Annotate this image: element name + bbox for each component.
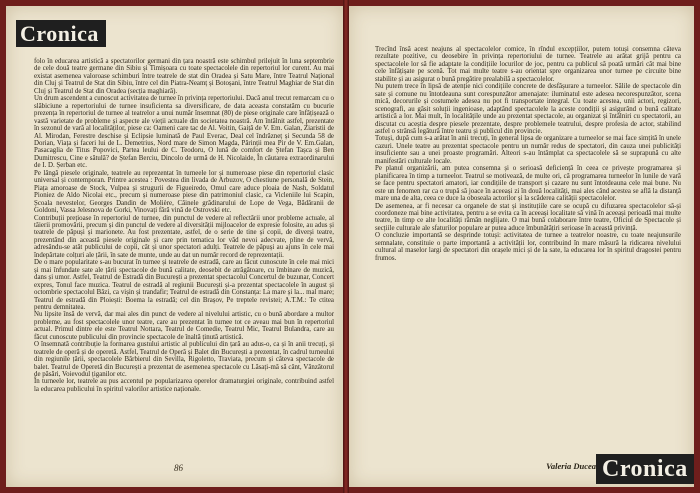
left-page	[6, 6, 343, 487]
right-page-text: Trecînd însă acest neajuns al spectacolelor comice, în rîndul excepțiilor, putem totuși consemna câteva rezultate pozitive, cu deosebire în privința repertoriului de turnee. Teatrele au arătat grijă pentru ca spectacolele lor să fie adaptate la condițiile locurilor de joc, pentru ca publicul să poată urmări cât mai bine cele înfățișate pe scenă. Tot mai multe teatre s-au orientat spre organizarea unor turnee pe circuite bine stabilite și au asigurat o bună pregătire prealabilă a spectacolelor. Nu putem trece în lipsă de atenție nici condițiile concrete de desfășurare a turneelor. Sălile de spectacole din sate și comune nu întotdeauna sunt corespunzător amenajate: iluminatul este adesea necorespunzător, scena mică, decorurile și costumele adesea nu pot fi transportate integral. Cu toate acestea, unii actori, regizori, scenografi, au găsit soluții ingenioase, adaptând spectacolele la aceste condiții și asigurând o bună calitate artistică a lor. Mai mult, în localitățile unde au prezentat spectacole, au organizat și întâlniri cu spectatorii, au discutat cu aceștia despre piesele prezentate, despre problemele teatrului, despre profesia de actor, stabilind astfel o strânsă legătură între teatru și publicul din provincie. Totuși, după cum s-a arătat în anii trecuți, în general lipsa de organizare a turneelor se mai face simțită în unele cazuri. Unele teatre au prezentat spectacole pentru un număr redus de spectatori, din cauza unei publicități insuficiente sau a unei proaste programări. Alteori s-au întâmplat ca spectacolele să se suprapună cu alte manifestări culturale locale. Pe planul organizării, am putea consemna și o serioasă deficiență în ceea ce privește programarea și planificarea în timp a turneelor. Teatrul se motivează, de multe ori, că programarea turneelor în lunile de vară se face pentru spectatori amatori, iar condițiile de transport și cazare nu sunt întotdeauna cele mai bune. Nu este un fenomen rar ca o trupă să joace în aceeași zi în două localități, mai ales când acestea se află la distanță mare una de alta, ceea ce duce la oboseala actorilor și la scăderea calității spectacolelor. De asemenea, ar fi necesar ca organele de stat și instituțiile care se ocupă cu difuzarea spectacolelor să-și coordoneze mai bine activitatea, pentru a se evita ca în aceeași localitate să vină în aceeași perioadă mai multe teatre, în timp ce alte localități rămân neglijate. O mai bună colaborare între teatre, Oficiul de Spectacole și secțiile culturale ale sfaturilor populare ar putea aduce îmbunătățiri serioase în această privință. O concluzie importantă se desprinde totuși: activitatea de turnee a teatrelor noastre, cu toate neajunsurile semnalate, constituie o parte importantă a activității lor, contribuind în mare măsură la ridicarea nivelului cultural al maselor largi de spectatori din orașele mici și de la sate, la educarea lor în spiritul dragostei pentru frumos.	[375, 46, 681, 262]
right-page	[349, 6, 694, 487]
author-signature: Valeria Ducea	[546, 461, 596, 471]
left-page-text: folo în educarea artistică a spectatorilor germani din țara noastră este schimbul prilejuit în luna septembrie de cele două teatre germane din Sibiu și Timișoara cu toate spectacolele din repertoriul lor curent. Au mai existat asemenea valoroase schimburi între teatrele de stat din Oradea și Satu Mare, între Teatrul Național din Cluj și Teatrul de Stat din Sibiu, între cel din Piatra-Neamț și Botoșani, între Teatrul Maghiar de Stat din Cluj și Teatrul de Stat din Oradea (secția maghiară). Un drum ascendent a cunoscut activitatea de turnee în privința repertoriului. Dacă anul trecut remarcam cu o slăbiciune a repertoriului de turnee insuficienta sa diversificare, de data aceasta constatăm cu bucurie prezența în repertoriul de turnee al teatrelor a unui număr însemnat (80) de piese originale care înfățișează o vastă varietate de probleme și aspecte ale vieții actuale din societatea noastră. Am întâlnit astfel, prezentate în sezonul de vară al localităților, piese ca: Oameni care tac de Al. Voitin, Gaiță de V. Em. Galan, Ziaristii de Al. Mirodan, Ferestre deschise și Eclipsie luminată de Paul Everac, Deal cel îndrăzneț și Secunda 58 de Dorian, Viața și faceri lui de L. Demetrius, Nord mare de Simon Magda, Părinții mea Pir de V. Em.Galan, Pasacaglia de Titus Popovici, Partea leului de C. Teodoru, O lună de comfort de Ștefan Tașca și Ben Dumitrescu, Cine e sătulă? de Ștefan Berciu, Dincolo de urmă de H. Nicolaide, În căutarea extraordinarului de I. D. Șerban etc. Pe lângă piesele originale, teatrele au reprezentat în turneele lor și numeroase piese din repertoriul clasic universal și contemporan. Printre acestea : Povestea din livada de Arbuzov, O chestiune personală de Stein, Piața amoroase de Stock, Vulpea și strugurii de Figueiredo, Omul care aduce ploaia de Nash, Soldatul Pioniez de Aldo Nicolai etc., precum și numeroase piese din patrimoniul clasic, ca Vicleniile lui Scapin, Școala nevestelor, Georges Dandin de Molière, Câinele grădinarului de Lope de Vega, Bădăranii de Goldoni, Vassa Jelesnova de Gorki, Vinovați fără vină de Ostrovski etc. Contribuții prețioase în repertoriul de turnee, din punctul de vedere al reflectării unor probleme actuale, al tăierii promovării, precum și din punctul de vedere al diversității mijloacelor de expresie folosite, au adus și teatrele de păpuși și marionete. Au fost prezentate, astfel, de o serie de tine și copii, de diverși teatre, prezentând din această piesele originale și care prin tematica lor văd nevoi adecvate, pline de vervă, adresându-se atât publicului de copii, cât și unor spectatori adulți. Teatrele de păpuși au ajuns în cele mai îndepărtate colțuri ale țării, în sate de munte, unde au dat un număr record de reprezentații. De o mare popularitate s-au bucurat în turnee și teatrele de estradă, care au făcut cunoscute în cele mai mici și mai înfundate sate ale țării spectacole de bună calitate, deosebit de atrăgătoare, cu îmbinare de muzică, dans și umor. Astfel, Teatrul de Estradă din București a prezentat spectacolul Concertul de buzunar, Concert expres, Tonul face muzica. Teatrul de estradă al regiunii București și-a prezentat spectacolele în august și octombrie spectacolul Bâzi, ca vișin și trandafir; Teatrul de estradă din Constanța: La mare și la... mal mare; Teatrul de estradă din Ploiești: Boema la estradă; cel din Brașov, Pe treptele revistei; A.T.M.: Te ctitea pentru demnitatea. Nu lipsite însă de vervă, dar mai ales din punct de vedere al nivelului artistic, cu o bună abordare a multor probleme, au fost spectacolele unor teatre, care au prezentat în turnee tot ce aveau mai bun în repertoriul actual. Primul dintre ele este Teatrul Nottara, Teatrul de Comedie, Teatrul Mic, Teatrul Bulandra, care au făcut cunoscute publicului din provincie spectacole de înaltă ținută artistică. O însemnată contribuție la formarea gustului artistic al publicului din țară au adus-o, ca și în anii trecuți, și teatrele de operă și de operetă. Astfel, Teatrul de Operă și Balet din București a prezentat, în cadrul turneului din regiunile țării, spectacolele Bărbierul din Sevilla, Rigoletto, Traviata, precum și câteva spectacole de balet. Teatrul de Operetă din București a prezentat de asemenea spectacole cu Lăsați-mă să cânt, Vânzătorul de păsări, Voievodul țiganilor etc. În turneele lor, teatrele au pus accentul pe popularizarea operelor dramaturgiei originale, contribuind astfel la educarea publicului în spiritul valorilor artistice naționale.	[34, 58, 334, 393]
section-banner-bottom: Cronica	[596, 454, 694, 484]
section-banner-top: Cronica	[16, 20, 106, 47]
page-number: 86	[174, 463, 183, 473]
